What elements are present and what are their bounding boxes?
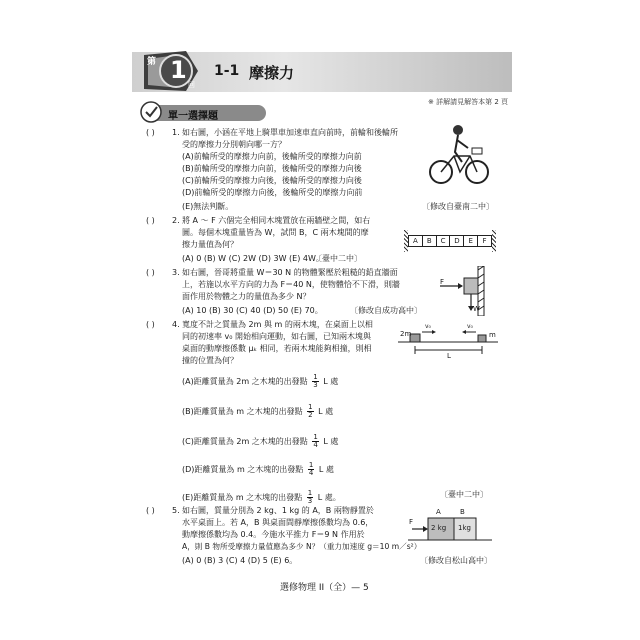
answer-blank-4[interactable]: ( ) [146,320,155,329]
fraction: $\frac{1}{4}$ [313,433,318,449]
q3-options: (A) 10 (B) 30 (C) 40 (D) 50 (E) 70。 [182,306,323,315]
section-number: 1-1 [214,63,240,79]
q3-weight-label: W [473,305,480,313]
q5-text-line1: 如右圖，質量分別為 2 kg、1 kg 的 A，B 兩物靜置於 [182,506,374,515]
question-number-5: 5. [172,506,180,515]
q4-source: 〔臺中二中〕 [440,490,488,499]
pencil-check-icon [140,100,162,124]
right-wall [492,230,496,252]
question-number-3: 3. [172,268,180,277]
q1-option-a: (A)前輪所受的摩擦力向前，後輪所受的摩擦力向前 [182,152,362,161]
q1-text-line2: 受的摩擦力分別朝向哪一方？ [182,140,286,149]
badge-number: 1 [170,56,187,84]
q4-mass-2m-label: 2m [400,330,412,338]
q4-distance-label: L [447,352,451,360]
page-title: 摩擦力 [249,64,295,82]
q1-option-e: (E)無法判斷。 [182,202,234,211]
badge-top: 第 [147,57,157,67]
q5-mass-a: 2 kg [431,524,447,532]
block-c: C [437,235,451,247]
q1-option-d: (D)前輪所受的摩擦力向後，後輪所受的摩擦力向前 [182,188,363,197]
fraction: $\frac{1}{2}$ [308,403,313,419]
q2-options: (A) 0 (B) W (C) 2W (D) 3W (E) 4W。 [182,254,324,263]
answer-blank-3[interactable]: ( ) [146,268,155,277]
q5-source: 〔修改自松山高中〕 [420,556,492,565]
block-f: F [478,235,492,247]
q2-text-line2: 圖。每個木塊重量皆為 W，試問 B，C 兩木塊間的摩 [182,228,369,237]
q4-velocity-right-label: v₀ [467,323,473,330]
answer-blank-1[interactable]: ( ) [146,128,155,137]
fraction: $\frac{1}{4}$ [308,461,314,477]
page-footer: 選修物理 II（全）— 5 [280,583,369,593]
q5-block-a-label: A [436,508,441,516]
q4-option-c: (C)距離質量為 2m 之木塊的出發點 $\frac{1}{4}$ L 處 [182,433,339,449]
block-row [408,235,492,247]
block-b: B [423,235,437,247]
q5-block-b-label: B [460,508,465,516]
q4-velocity-left-label: v₀ [425,323,431,330]
q3-source: 〔修改自成功高中〕 [350,306,422,315]
q4-text-line4: 撞的位置為何？ [182,356,238,365]
q5-mass-b: 1kg [458,524,471,532]
q5-options: (A) 0 (B) 3 (C) 4 (D) 5 (E) 6。 [182,556,298,565]
badge-bottom: 回 [188,81,195,89]
q2-text-line1: 將 A ～ F 六個完全相同木塊置放在兩牆壁之間，如右 [182,216,371,225]
answer-blank-2[interactable]: ( ) [146,216,155,225]
block-a: A [408,235,423,247]
q4-text-line1: 寬度不計之質量為 2m 與 m 的兩木塊，在桌面上以相 [182,320,373,329]
push-blocks-figure [408,508,492,544]
q5-text-line2: 水平桌面上。若 A，B 與桌面間靜摩擦係數均為 0.6， [182,518,374,527]
fraction: $\frac{1}{3}$ [313,373,318,389]
q1-text-line1: 如右圖，小涵在平地上騎單車加速車直向前時，前輪和後輪所 [182,128,398,137]
q4-option-b: (B)距離質量為 m 之木塊的出發點 $\frac{1}{2}$ L 處 [182,403,334,419]
q4-option-e: (E)距離質量為 m 之木塊的出發點 $\frac{1}{3}$ L 處。 [182,489,341,505]
block-e: E [464,235,478,247]
answer-note: ※ 詳解請見解答本第 2 頁 [428,98,508,106]
q4-option-d: (D)距離質量為 m 之木塊的出發點 $\frac{1}{4}$ L 處 [182,461,334,477]
q3-text-line3: 面作用於物體之力的量值為多少 N？ [182,292,311,301]
q5-text-line4: A，則 B 物所受摩擦力量值應為多少 N？（重力加速度 g＝10 m／s²） [182,542,422,551]
q2-source: 〔臺中二中〕 [314,254,362,263]
q1-option-c: (C)前輪所受的摩擦力向後，後輪所受的摩擦力向後 [182,176,362,185]
q1-option-b: (B)前輪所受的摩擦力向前，後輪所受的摩擦力向後 [182,164,362,173]
q3-text-line1: 如右圖，晉哥將重量 W＝30 N 的物體緊壓於粗糙的鉛直牆面 [182,268,398,277]
q4-mass-m-label: m [489,331,496,339]
section-label: 單一選擇題 [168,111,218,122]
q1-source: 〔修改自臺南二中〕 [422,202,494,211]
q4-text-line3: 桌面的動摩擦係數 μₖ 相同，若兩木塊能夠相撞，則相 [182,344,372,353]
cyclist-figure [428,122,490,186]
wall-blocks-figure [404,230,496,252]
q4-text-line2: 同的初速率 v₀ 開始相向運動，如右圖，已知兩木塊與 [182,332,372,341]
q3-force-label: F [440,278,445,286]
fraction: $\frac{1}{3}$ [307,489,313,505]
question-number-4: 4. [172,320,180,329]
answer-blank-5[interactable]: ( ) [146,506,155,515]
question-number-1: 1. [172,128,180,137]
q5-text-line3: 動摩擦係數均為 0.4。今施水平推力 F＝9 N 作用於 [182,530,365,539]
block-d: D [450,235,464,247]
q2-text-line3: 擦力量值為何？ [182,240,238,249]
question-number-2: 2. [172,216,180,225]
q5-force-label: F [409,518,414,526]
q3-text-line2: 上，若施以水平方向的力為 F＝40 N，使物體恰不下滑，則牆 [182,280,400,289]
q4-option-a: (A)距離質量為 2m 之木塊的出發點 $\frac{1}{3}$ L 處 [182,373,339,389]
